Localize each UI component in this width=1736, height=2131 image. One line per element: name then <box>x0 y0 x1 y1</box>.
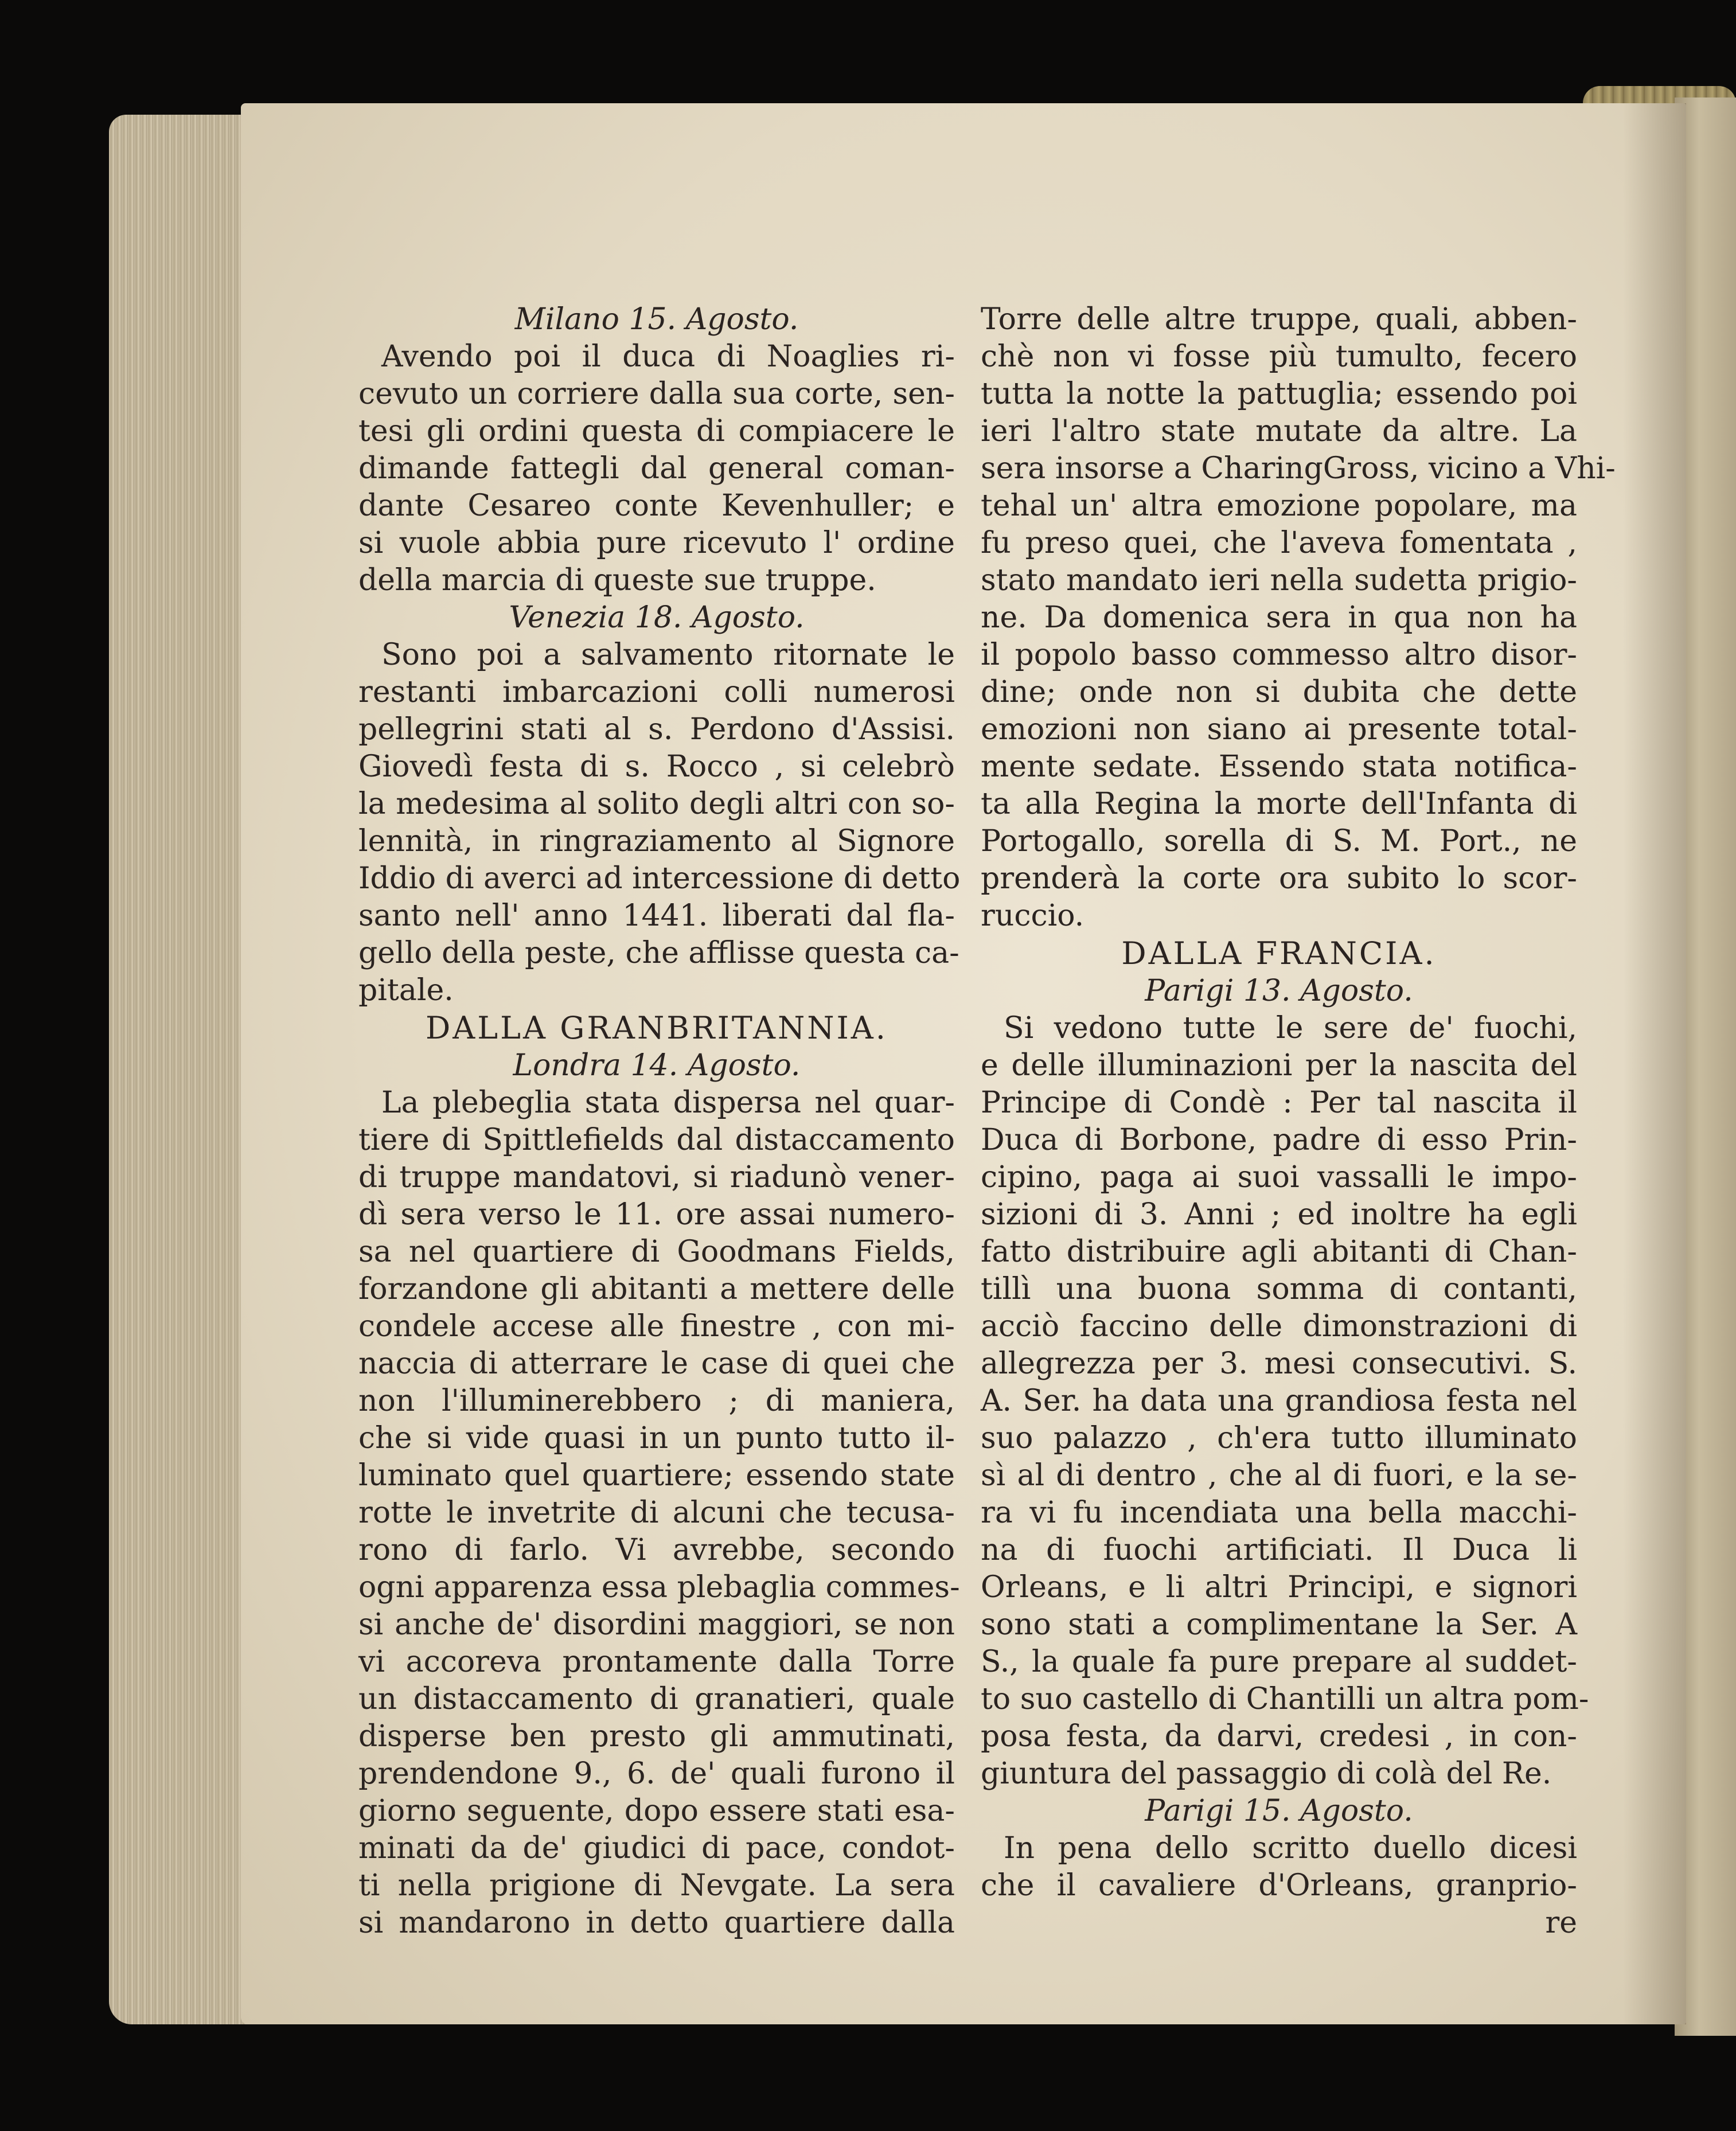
dateline: Parigi 13. Agosto. <box>1145 974 1413 1008</box>
text-line: ta alla Regina la morte dell'Infanta di <box>981 787 1577 821</box>
text-line: che si vide quasi in un punto tutto il- <box>358 1421 955 1455</box>
text-line: prendendone 9., 6. de' quali furono il <box>358 1757 955 1791</box>
text-line: luminato quel quartiere; essendo state <box>358 1458 955 1493</box>
text-line: fatto distribuire agli abitanti di Chan- <box>981 1235 1577 1269</box>
text-line: ra vi fu incendiata una bella macchi- <box>981 1496 1577 1530</box>
paragraph-first-line: Sono poi a salvamento ritornate le <box>381 638 955 672</box>
text-line: na di fuochi artificiati. Il Duca li <box>981 1533 1577 1567</box>
text-line: il popolo basso commesso altro disor- <box>981 638 1577 672</box>
paragraph-last-line: pitale. <box>358 973 454 1008</box>
catchword: re <box>1545 1906 1577 1940</box>
text-line: sì al di dentro , che al di fuori, e la se- <box>981 1458 1577 1493</box>
text-line: tesi gli ordini questa di compiacere le <box>358 414 955 448</box>
text-line: che il cavaliere d'Orleans, granprio- <box>981 1868 1577 1903</box>
text-line: disperse ben presto gli ammutinati, <box>358 1719 955 1754</box>
book-page <box>241 103 1686 2024</box>
text-line: prenderà la corte ora subito lo scor- <box>981 861 1577 896</box>
text-line: santo nell' anno 1441. liberati dal fla- <box>358 899 955 933</box>
text-line: restanti imbarcazioni colli numerosi <box>358 675 955 709</box>
paragraph-first-line: Si vedono tutte le sere de' fuochi, <box>1004 1011 1577 1045</box>
text-line: dante Cesareo conte Kevenhuller; e <box>358 489 955 523</box>
text-line: tutta la notte la pattuglia; essendo poi <box>981 377 1577 411</box>
text-line: S., la quale fa pure prepare al suddet- <box>981 1645 1577 1679</box>
dateline: Parigi 15. Agosto. <box>1145 1794 1413 1828</box>
paragraph-first-line: La plebeglia stata dispersa nel quar- <box>381 1086 955 1120</box>
text-line: Iddio di averci ad intercessione di detto <box>358 861 961 896</box>
paragraph-last-line: giuntura del passaggio di colà del Re. <box>981 1757 1552 1791</box>
text-line: Orleans, e li altri Principi, e signori <box>981 1570 1577 1605</box>
dateline: Londra 14. Agosto. <box>513 1048 801 1083</box>
text-line: la medesima al solito degli altri con so- <box>358 787 955 821</box>
text-line: sa nel quartiere di Goodmans Fields, <box>358 1235 955 1269</box>
dateline: Milano 15. Agosto. <box>514 302 799 337</box>
text-line: condele accese alle finestre , con mi- <box>358 1309 955 1344</box>
section-heading: DALLA FRANCIA. <box>1121 935 1437 971</box>
text-line: Portogallo, sorella di S. M. Port., ne <box>981 824 1577 858</box>
text-line: A. Ser. ha data una grandiosa festa nel <box>981 1384 1577 1418</box>
paragraph-last-line: ruccio. <box>981 899 1084 933</box>
text-line: dine; onde non si dubita che dette <box>981 675 1577 709</box>
paragraph-first-line: In pena dello scritto duello dicesi <box>1004 1831 1577 1865</box>
text-line: suo palazzo , ch'era tutto illuminato <box>981 1421 1577 1455</box>
text-line: gello della peste, che afflisse questa ca- <box>358 936 959 970</box>
text-line: e delle illuminazioni per la nascita del <box>981 1048 1577 1083</box>
text-line: tillì una buona somma di contanti, <box>981 1272 1577 1306</box>
text-line: si vuole abbia pure ricevuto l' ordine <box>358 526 955 560</box>
text-line: fu preso quei, che l'aveva fomentata , <box>981 526 1577 560</box>
text-line: tiere di Spittlefields dal distaccamento <box>358 1123 955 1157</box>
text-line: chè non vi fosse più tumulto, fecero <box>981 339 1577 374</box>
text-line: emozioni non siano ai presente total- <box>981 712 1577 747</box>
text-line: Giovedì festa di s. Rocco , si celebrò <box>358 750 955 784</box>
text-line: di truppe mandatovi, si riadunò vener- <box>358 1160 955 1195</box>
text-line: non l'illuminerebbero ; di maniera, <box>358 1384 955 1418</box>
text-line: stato mandato ieri nella sudetta prigio- <box>981 563 1577 598</box>
text-line: sono stati a complimentane la Ser. A <box>981 1607 1577 1642</box>
book-page-edges <box>109 115 252 2024</box>
text-line: sera insorse a CharingGross, vicino a Vhi- <box>981 451 1616 486</box>
gutter-shadow <box>1623 103 1686 2024</box>
text-line: ne. Da domenica sera in qua non ha <box>981 600 1577 635</box>
text-line: si mandarono in detto quartiere dalla <box>358 1906 955 1940</box>
text-line: un distaccamento di granatieri, quale <box>358 1682 955 1716</box>
left-column <box>358 301 961 1942</box>
text-line: forzandone gli abitanti a mettere delle <box>358 1272 955 1306</box>
text-line: pellegrini stati al s. Perdono d'Assisi. <box>358 712 955 747</box>
text-line: rono di farlo. Vi avrebbe, secondo <box>358 1533 955 1567</box>
text-line: allegrezza per 3. mesi consecutivi. S. <box>981 1346 1577 1381</box>
text-line: ogni apparenza essa plebaglia commes- <box>358 1570 960 1605</box>
text-line: giorno seguente, dopo essere stati esa- <box>358 1794 955 1828</box>
text-line: tehal un' altra emozione popolare, ma <box>981 489 1577 523</box>
text-line: mente sedate. Essendo stata notifica- <box>981 750 1577 784</box>
text-line: sizioni di 3. Anni ; ed inoltre ha egli <box>981 1197 1577 1232</box>
text-line: ieri l'altro state mutate da altre. La <box>981 414 1577 448</box>
text-line: naccia di atterrare le case di quei che <box>358 1346 955 1381</box>
text-line: posa festa, da darvi, credesi , in con- <box>981 1719 1577 1754</box>
dateline: Venezia 18. Agosto. <box>509 600 805 635</box>
text-line: rotte le invetrite di alcuni che tecusa- <box>358 1496 955 1530</box>
text-line: minati da de' giudici di pace, condot- <box>358 1831 955 1865</box>
paragraph-last-line: della marcia di queste sue truppe. <box>358 563 876 598</box>
text-line: cevuto un corriere dalla sua corte, sen- <box>358 377 955 411</box>
text-line: Duca di Borbone, padre di esso Prin- <box>981 1123 1577 1157</box>
text-line: vi accoreva prontamente dalla Torre <box>358 1645 955 1679</box>
text-line: dimande fattegli dal general coman- <box>358 451 955 486</box>
text-line: lennità, in ringraziamento al Signore <box>358 824 955 858</box>
text-line: cipino, paga ai suoi vassalli le impo- <box>981 1160 1577 1195</box>
text-line: Principe di Condè : Per tal nascita il <box>981 1086 1577 1120</box>
section-heading: DALLA GRANBRITANNIA. <box>426 1010 888 1046</box>
text-line: acciò faccino delle dimonstrazioni di <box>981 1309 1577 1344</box>
paragraph-first-line: Avendo poi il duca di Noaglies ri- <box>381 339 955 374</box>
text-line: dì sera verso le 11. ore assai numero- <box>358 1197 955 1232</box>
text-line: si anche de' disordini maggiori, se non <box>358 1607 955 1642</box>
right-column <box>981 301 1616 1942</box>
text-line: to suo castello di Chantilli un altra pom- <box>981 1682 1589 1716</box>
text-line: Torre delle altre truppe, quali, abben- <box>981 302 1577 337</box>
text-line: ti nella prigione di Nevgate. La sera <box>358 1868 955 1903</box>
